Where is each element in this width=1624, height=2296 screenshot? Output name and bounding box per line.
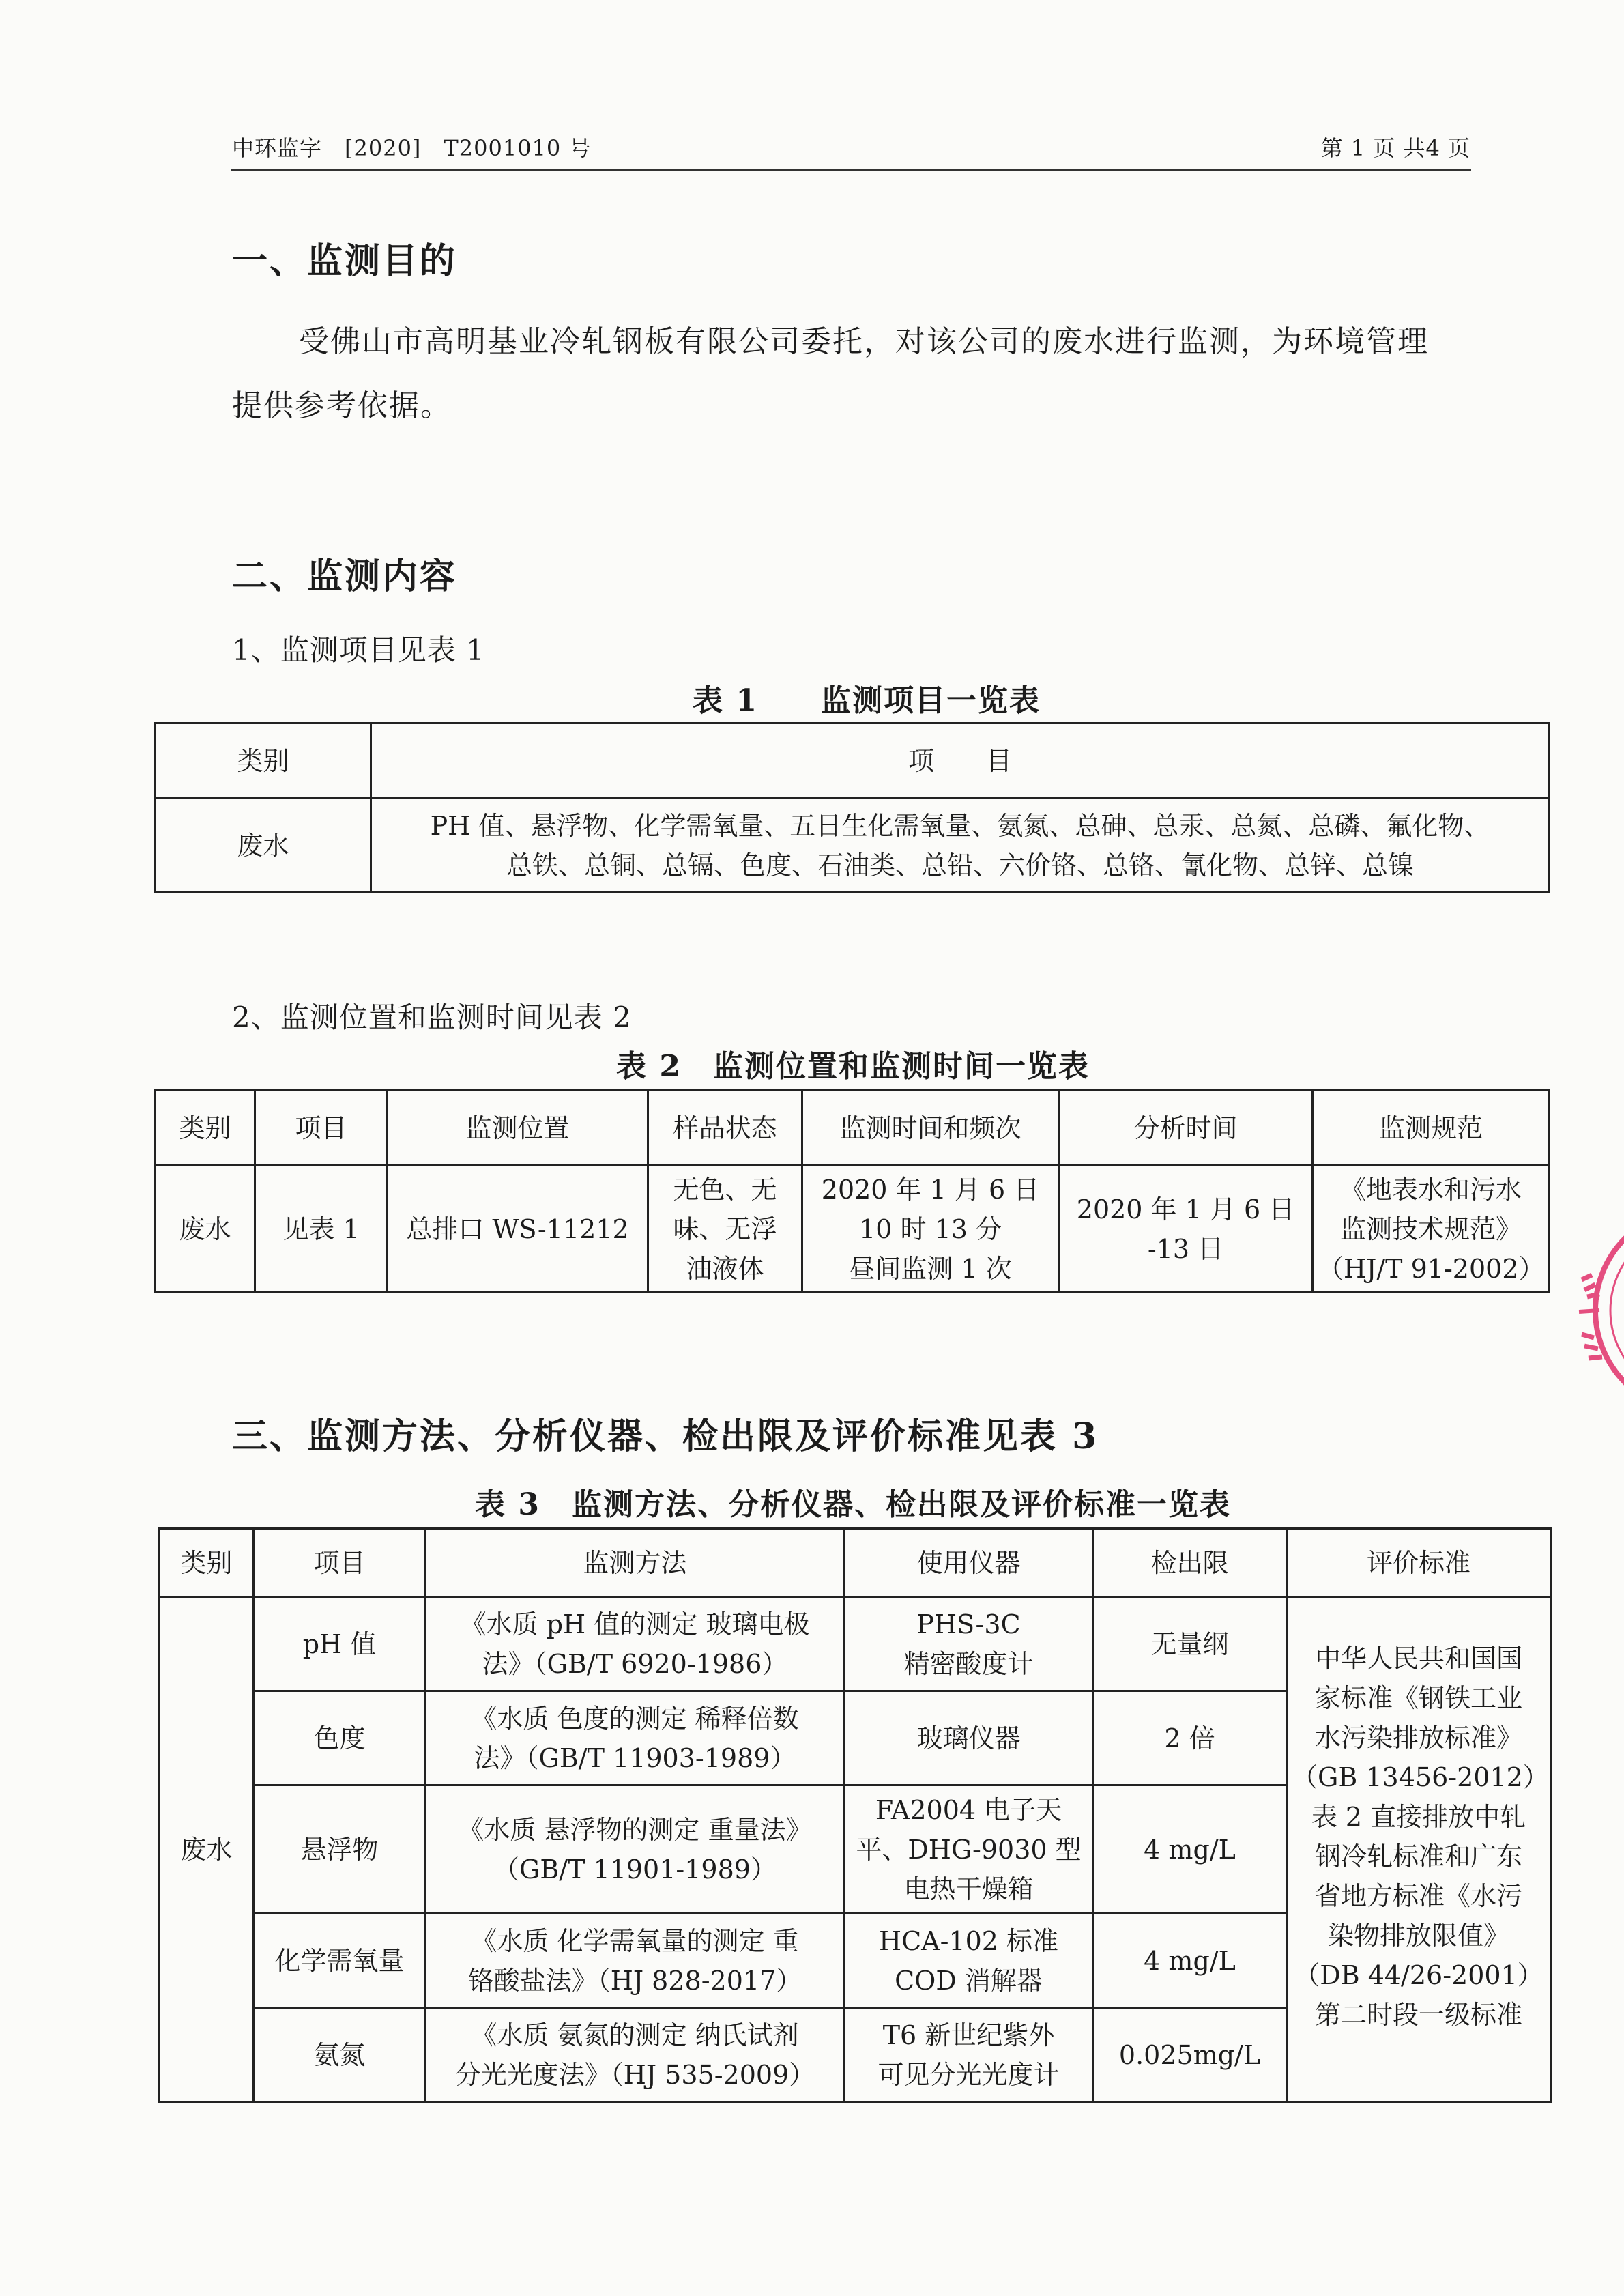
instrument-line: 玻璃仪器 [916, 1723, 1021, 1753]
instrument-line: 可见分光光度计 [878, 2059, 1060, 2090]
table-row-method [426, 1691, 845, 1785]
sampling-line: 昼间监测 1 次 [849, 1253, 1012, 1284]
table2-header-location: 监测位置 [388, 1091, 648, 1166]
table-row-instrument [845, 1785, 1093, 1914]
official-seal-stamp [1554, 1194, 1624, 1426]
spec-line: 监测技术规范》 [1339, 1214, 1522, 1244]
header-rule [231, 169, 1471, 171]
table2-header-category: 类别 [156, 1091, 255, 1166]
table-row-item: 悬浮物 [254, 1785, 426, 1914]
table-row-instrument [845, 1691, 1093, 1785]
standard-line: （DB 44/26-2001） [1294, 1960, 1543, 1990]
table-row-instrument [845, 1914, 1093, 2008]
method-line: 《水质 pH 值的测定 玻璃电极 [460, 1609, 810, 1639]
page-info: 第 1 页 共4 页 [1320, 135, 1470, 161]
section1-title: 一、监测目的 [232, 240, 458, 282]
method-line: （GB/T 11901-1989） [493, 1854, 777, 1884]
analysis-line: 2020 年 1 月 6 日 [1076, 1194, 1295, 1224]
method-line: 《水质 悬浮物的测定 重量法》 [458, 1814, 812, 1845]
table3-header-standard: 评价标准 [1287, 1529, 1551, 1597]
table-row-limit: 2 倍 [1093, 1691, 1287, 1785]
table2 [154, 1089, 1550, 1293]
sampling-line: 10 时 13 分 [859, 1214, 1002, 1244]
instrument-line: FA2004 电子天 [875, 1794, 1062, 1825]
table3 [158, 1527, 1552, 2103]
method-line: 法》（GB/T 6920-1986） [482, 1648, 788, 1679]
table2-header-sampling: 监测时间和频次 [802, 1091, 1059, 1166]
instrument-line: 平、DHG-9030 型 [856, 1834, 1082, 1865]
table-row-limit: 4 mg/L [1093, 1914, 1287, 2008]
standard-line: 表 2 直接排放中轧 [1311, 1802, 1526, 1832]
table3-header-limit: 检出限 [1093, 1529, 1287, 1597]
table-row-limit: 无量纲 [1093, 1597, 1287, 1691]
analysis-line: -13 日 [1147, 1233, 1224, 1264]
method-line: 《水质 化学需氧量的测定 重 [471, 1925, 799, 1956]
method-line: 分光光度法》（HJ 535-2009） [454, 2059, 815, 2090]
spec-line: 《地表水和污水 [1339, 1174, 1522, 1205]
table-row-item: 色度 [254, 1691, 426, 1785]
instrument-line: 精密酸度计 [903, 1648, 1034, 1679]
standard-line: 染物排放限值》 [1327, 1921, 1509, 1951]
section2-title: 二、监测内容 [232, 556, 458, 597]
table1-items-line1: PH 值、悬浮物、化学需氧量、五日生化需氧量、氨氮、总砷、总汞、总氮、总磷、氟化物、 [430, 810, 1490, 841]
state-line: 无色、无 [673, 1174, 777, 1205]
standard-line: 中华人民共和国国 [1314, 1644, 1522, 1674]
table-row-item: 氨氮 [254, 2008, 426, 2102]
table3-header-item: 项目 [254, 1529, 426, 1597]
standard-line: 水污染排放标准》 [1314, 1723, 1522, 1753]
table3-caption: 表 3 监测方法、分析仪器、检出限及评价标准一览表 [475, 1487, 1231, 1522]
state-line: 油液体 [686, 1253, 764, 1284]
table1 [154, 722, 1550, 893]
state-line: 味、无浮 [673, 1214, 777, 1244]
table2-header-item: 项目 [255, 1091, 388, 1166]
table-row-limit: 0.025mg/L [1093, 2008, 1287, 2102]
table2-spec-cell [1313, 1166, 1550, 1293]
section3-title: 三、监测方法、分析仪器、检出限及评价标准见表 3 [232, 1416, 1099, 1457]
table-row-method [426, 1597, 845, 1691]
table2-sampling-cell [802, 1166, 1059, 1293]
table2-header-spec: 监测规范 [1313, 1091, 1550, 1166]
instrument-line: COD 消解器 [895, 1965, 1043, 1996]
table2-location-cell: 总排口 WS-11212 [388, 1166, 648, 1293]
table2-item-cell: 见表 1 [255, 1166, 388, 1293]
method-line: 《水质 色度的测定 稀释倍数 [471, 1703, 799, 1734]
table3-header-instrument: 使用仪器 [845, 1529, 1093, 1597]
table3-category-cell: 废水 [160, 1597, 254, 2102]
table-row-method [426, 1914, 845, 2008]
table3-standard-cell [1287, 1597, 1551, 2102]
table2-analysis-cell [1059, 1166, 1313, 1293]
table1-items-line2: 总铁、总铜、总镉、色度、石油类、总铅、六价铬、总铬、氰化物、总锌、总镍 [506, 850, 1414, 880]
table2-header-analysis: 分析时间 [1059, 1091, 1313, 1166]
table-row-instrument [845, 1597, 1093, 1691]
standard-line: 钢冷轧标准和广东 [1314, 1841, 1522, 1871]
document-number: 中环监字 [2020] T2001010 号 [232, 135, 592, 161]
section1-para-line2: 提供参考依据。 [232, 388, 452, 423]
table1-caption: 表 1 监测项目一览表 [693, 683, 1041, 718]
spec-line: （HJ/T 91-2002） [1318, 1253, 1545, 1284]
table3-header-category: 类别 [160, 1529, 254, 1597]
standard-line: 省地方标准《水污 [1314, 1881, 1522, 1911]
monitoring-items-ref: 1、监测项目见表 1 [232, 633, 485, 667]
table-row-item: pH 值 [254, 1597, 426, 1691]
table-row-method [426, 2008, 845, 2102]
table-row-instrument [845, 2008, 1093, 2102]
standard-line: 家标准《钢铁工业 [1314, 1683, 1522, 1713]
table3-header-method: 监测方法 [426, 1529, 845, 1597]
table-row-item: 化学需氧量 [254, 1914, 426, 2008]
table-row-limit: 4 mg/L [1093, 1785, 1287, 1914]
standard-line: （GB 13456-2012） [1292, 1762, 1549, 1792]
table2-caption: 表 2 监测位置和监测时间一览表 [616, 1049, 1090, 1084]
monitoring-location-ref: 2、监测位置和监测时间见表 2 [232, 1001, 632, 1034]
instrument-line: PHS-3C [916, 1609, 1021, 1639]
instrument-line: T6 新世纪紫外 [882, 2020, 1055, 2050]
table1-header-category: 类别 [156, 723, 371, 799]
sampling-line: 2020 年 1 月 6 日 [821, 1174, 1040, 1205]
method-line: 法》（GB/T 11903-1989） [474, 1742, 796, 1773]
table1-items-cell [371, 799, 1550, 893]
instrument-line: 电热干燥箱 [903, 1874, 1034, 1904]
standard-line: 第二时段一级标准 [1314, 2000, 1522, 2030]
table-row-method [426, 1785, 845, 1914]
method-line: 《水质 氨氮的测定 纳氏试剂 [471, 2020, 799, 2050]
table2-header-state: 样品状态 [648, 1091, 802, 1166]
section1-para-line1: 受佛山市高明基业冷轧钢板有限公司委托，对该公司的废水进行监测，为环境管理 [299, 324, 1429, 359]
instrument-line: HCA-102 标准 [878, 1925, 1059, 1956]
table1-header-items: 项 目 [371, 723, 1550, 799]
table2-category-cell: 废水 [156, 1166, 255, 1293]
method-line: 铬酸盐法》（HJ 828-2017） [467, 1965, 802, 1996]
table1-category-cell: 废水 [156, 799, 371, 893]
table2-state-cell [648, 1166, 802, 1293]
